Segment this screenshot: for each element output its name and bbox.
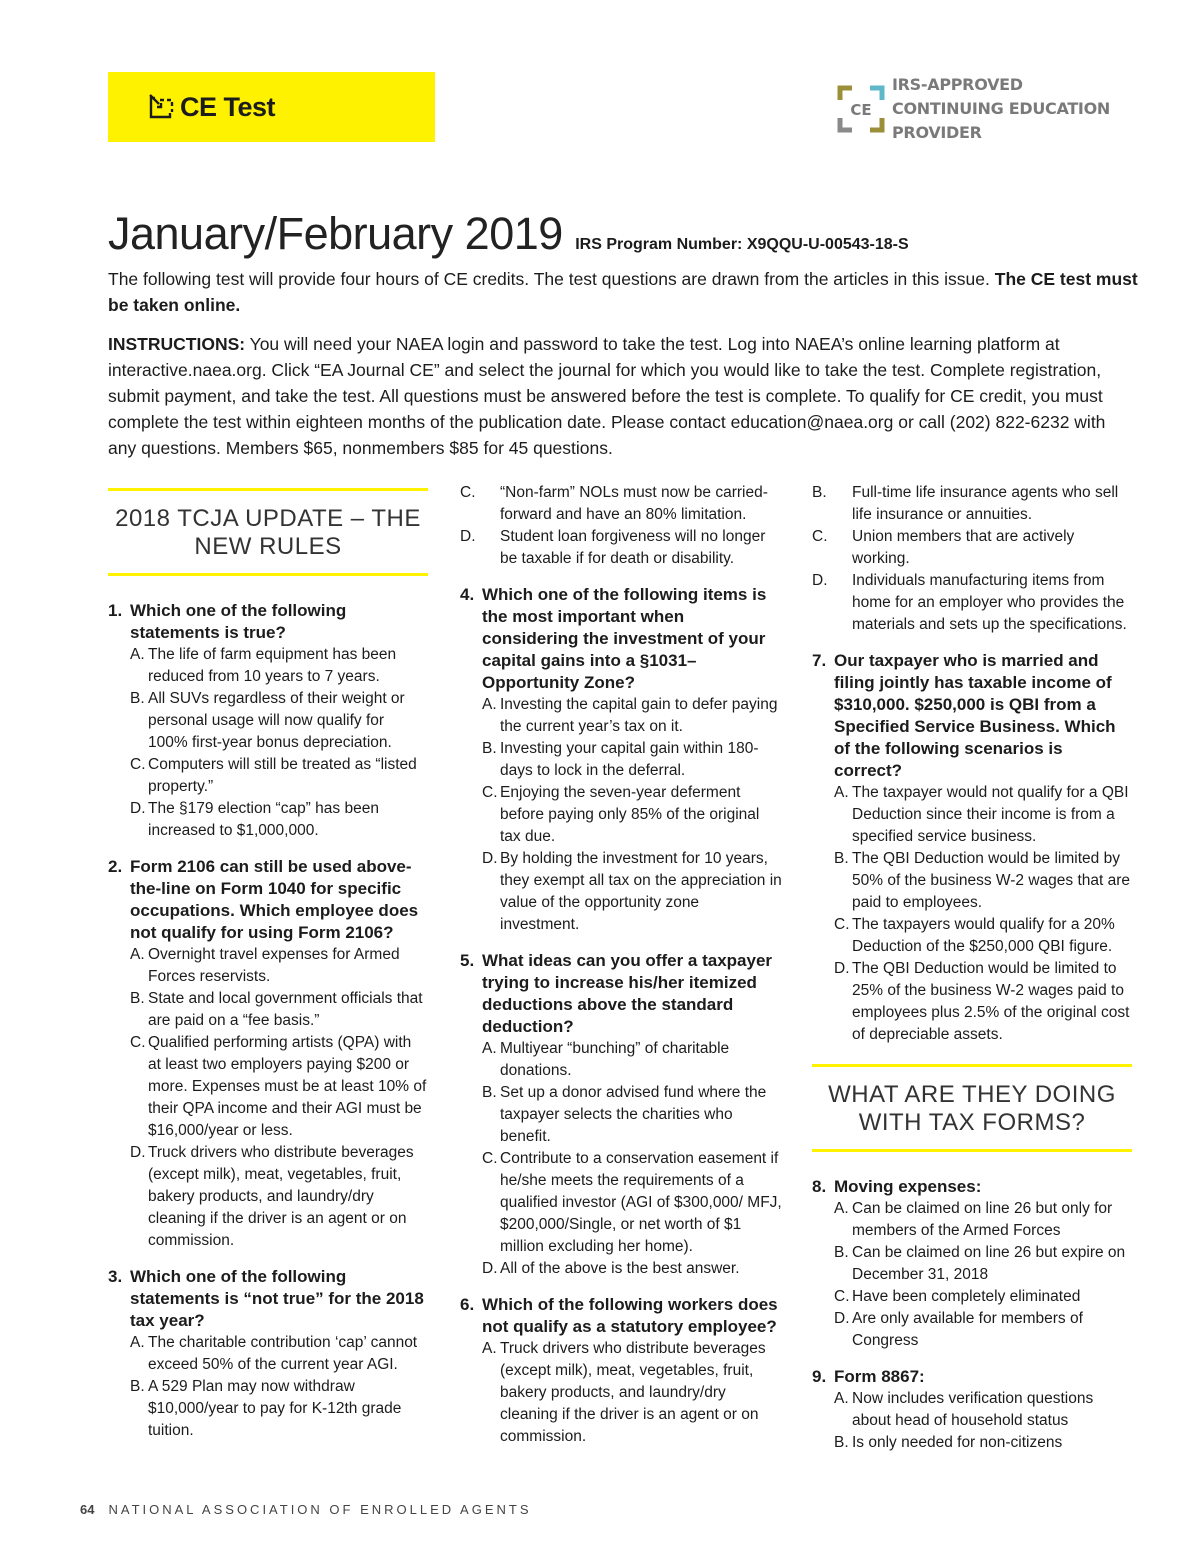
question-number: 6.: [460, 1295, 475, 1314]
answer-option: [108, 1376, 428, 1442]
answer-option: [812, 848, 1132, 914]
option-letter: D.: [482, 1260, 498, 1277]
option-text: The taxpayers would qualify for a 20% Deduction of the $250,000 QBI figure.: [852, 916, 1115, 955]
column-2: [460, 482, 782, 1462]
answer-option: [108, 1142, 428, 1252]
option-letter: B.: [130, 690, 145, 707]
option-letter: C.: [482, 1150, 498, 1167]
option-letter: A.: [130, 646, 145, 663]
answer-option: [812, 914, 1132, 958]
answer-option: [108, 1032, 428, 1142]
question-number: 8.: [812, 1177, 827, 1196]
option-letter: B.: [130, 990, 145, 1007]
question-text: [812, 1366, 1132, 1388]
answer-option: [460, 1258, 782, 1280]
question-5: [460, 950, 782, 1280]
option-letter: A.: [834, 1390, 849, 1407]
ce-test-banner: [108, 72, 435, 142]
option-text: Truck drivers who distribute beverages (except milk), meat, vegetables, fruit, bakery products, and laundry/dry cleaning if the driver is an agent or on commission.: [500, 1340, 766, 1445]
option-letter: C.: [812, 528, 828, 545]
irs-approved-logo: [836, 74, 1110, 144]
question-prompt: Which one of the following statements is “not true” for the 2018 tax year?: [130, 1267, 424, 1330]
page-footer: [80, 1502, 532, 1517]
logo-text: [892, 73, 1110, 145]
option-text: Enjoying the seven-year deferment before paying only 85% of the original tax due.: [500, 784, 760, 845]
question-prompt: What ideas can you offer a taxpayer trying to increase his/her itemized deductions above the standard deduction?: [482, 951, 773, 1036]
answer-option: [460, 738, 782, 782]
answer-option: [108, 754, 428, 798]
answer-option: [812, 1286, 1132, 1308]
answer-option: [108, 944, 428, 988]
option-text: Full-time life insurance agents who sell life insurance or annuities.: [852, 484, 1119, 523]
question-7: [812, 650, 1132, 1046]
option-letter: D.: [834, 960, 850, 977]
answer-option: [460, 1148, 782, 1258]
question-text: [460, 584, 782, 694]
option-letter: C.: [130, 1034, 146, 1051]
question-number: 2.: [108, 857, 123, 876]
answer-option: [460, 1338, 782, 1448]
answer-option: [812, 958, 1132, 1046]
option-text: Truck drivers who distribute beverages (except milk), meat, vegetables, fruit, bakery products, and laundry/dry cleaning if the driver is an agent or on commission.: [148, 1144, 414, 1249]
option-letter: D.: [130, 1144, 146, 1161]
question-text: [108, 600, 428, 644]
option-letter: C.: [130, 756, 146, 773]
intro-paragraph: [108, 266, 1138, 318]
option-text: Have been completely eliminated: [852, 1288, 1081, 1305]
option-letter: C.: [834, 1288, 850, 1305]
banner-title: CE Test: [180, 91, 276, 122]
instructions-text: You will need your NAEA login and password to take the test. Log into NAEA’s online learning platform at interactive.naea.org. Click “EA Journal CE” and select the journal for which you would like to take the test. Complete registration, submit payment, and take the test. All questions must be answered before the test is complete. To qualify for CE credit, you must complete the test within eighteen months of the publication date. Please contact education@naea.org or call (202) 822-6232 with any questions. Members $65, nonmembers $85 for 45 questions.: [108, 334, 1106, 458]
question-prompt: Form 2106 can still be used above-the-line on Form 1040 for specific occupations. Which employee does not qualify for using Form 2106?: [130, 857, 419, 942]
question-number: 4.: [460, 585, 475, 604]
question-number: 9.: [812, 1367, 827, 1386]
option-text: All SUVs regardless of their weight or personal usage will now qualify for 100% first-year bonus depreciation.: [148, 690, 405, 751]
option-text: Union members that are actively working.: [852, 528, 1075, 567]
question-text: [812, 650, 1132, 782]
question-prompt: Moving expenses:: [834, 1177, 982, 1196]
answer-option: [460, 782, 782, 848]
answer-option: [812, 1198, 1132, 1242]
option-letter: A.: [482, 1040, 497, 1057]
option-letter: B.: [130, 1378, 145, 1395]
answer-option: [460, 1082, 782, 1148]
option-text: Now includes verification questions about head of household status: [852, 1390, 1094, 1429]
intro-bold: The CE test must be taken online.: [108, 269, 1138, 315]
option-text: Computers will still be treated as “listed property.”: [148, 756, 417, 795]
option-text: Set up a donor advised fund where the taxpayer selects the charities who benefit.: [500, 1084, 767, 1145]
question-text: [460, 950, 782, 1038]
question-8: [812, 1176, 1132, 1352]
page-number: 64: [80, 1502, 95, 1517]
column-1: [108, 482, 428, 1456]
option-letter: C.: [460, 484, 476, 501]
edit-box-icon: [146, 92, 176, 122]
answer-option: [812, 1308, 1132, 1352]
question-prompt: Which one of the following items is the most important when considering the investment of your capital gains into a §1031–Opportunity Zone?: [482, 585, 767, 692]
option-letter: A.: [130, 1334, 145, 1351]
footer-org: NATIONAL ASSOCIATION OF ENROLLED AGENTS: [108, 1502, 532, 1517]
answer-option: [460, 848, 782, 936]
question-number: 7.: [812, 651, 827, 670]
answer-option: [812, 1388, 1132, 1432]
option-text: By holding the investment for 10 years, they exempt all tax on the appreciation in value of the opportunity zone investment.: [500, 850, 782, 933]
option-letter: D.: [482, 850, 498, 867]
option-text: Investing the capital gain to defer paying the current year’s tax on it.: [500, 696, 778, 735]
question-text: [460, 1294, 782, 1338]
answer-option: [812, 570, 1132, 636]
option-text: Multiyear “bunching” of charitable donations.: [500, 1040, 730, 1079]
option-text: Contribute to a conservation easement if he/she meets the requirements of a qualified investor (AGI of $300,000/ MFJ, $200,000/Single, or net worth of $1 million excluding her home).: [500, 1150, 782, 1255]
option-letter: B.: [812, 484, 827, 501]
question-6-continued: [812, 482, 1132, 636]
logo-mark-text: CE: [850, 101, 872, 119]
instructions-paragraph: [108, 331, 1138, 461]
option-text: The QBI Deduction would be limited to 25% of the business W-2 wages paid to employees plus 2.5% of the original cost of depreciable assets.: [852, 960, 1130, 1043]
question-prompt: Which of the following workers does not qualify as a statutory employee?: [482, 1295, 778, 1336]
option-letter: B.: [482, 740, 497, 757]
answer-option: [108, 1332, 428, 1376]
answer-option: [108, 798, 428, 842]
section-heading: 2018 TCJA UPDATE – THE NEW RULES: [108, 488, 428, 576]
question-prompt: Which one of the following statements is true?: [130, 601, 347, 642]
option-text: The charitable contribution ‘cap’ cannot exceed 50% of the current year AGI.: [148, 1334, 418, 1373]
option-letter: B.: [482, 1084, 497, 1101]
option-letter: A.: [130, 946, 145, 963]
option-text: A 529 Plan may now withdraw $10,000/year to pay for K-12th grade tuition.: [148, 1378, 402, 1439]
option-text: The §179 election “cap” has been increased to $1,000,000.: [148, 800, 379, 839]
program-number: IRS Program Number: X9QQU-U-00543-18-S: [575, 236, 909, 253]
option-letter: B.: [834, 850, 849, 867]
option-letter: C.: [834, 916, 850, 933]
option-letter: D.: [460, 528, 476, 545]
option-text: Can be claimed on line 26 but expire on December 31, 2018: [852, 1244, 1126, 1283]
answer-option: [108, 988, 428, 1032]
option-text: Overnight travel expenses for Armed Forces reservists.: [148, 946, 400, 985]
answer-option: [460, 482, 782, 526]
issue-title: January/February 2019: [108, 208, 563, 259]
answer-option: [108, 688, 428, 754]
question-text: [812, 1176, 1132, 1198]
answer-option: [812, 526, 1132, 570]
question-3: [108, 1266, 428, 1442]
logo-line: CONTINUING EDUCATION: [892, 99, 1110, 118]
question-prompt: Our taxpayer who is married and filing jointly has taxable income of $310,000. $250,000 is QBI from a Specified Service Business. Which of the following scenarios is correct?: [834, 651, 1116, 780]
answer-option: [108, 644, 428, 688]
question-prompt: Form 8867:: [834, 1367, 925, 1386]
answer-option: [460, 526, 782, 570]
option-letter: A.: [482, 1340, 497, 1357]
option-text: “Non-farm” NOLs must now be carried-forward and have an 80% limitation.: [500, 484, 768, 523]
logo-line: IRS-APPROVED: [892, 75, 1023, 94]
option-text: The life of farm equipment has been reduced from 10 years to 7 years.: [148, 646, 397, 685]
option-text: Are only available for members of Congress: [852, 1310, 1083, 1349]
option-letter: A.: [834, 784, 849, 801]
logo-line: PROVIDER: [892, 123, 982, 142]
question-text: [108, 1266, 428, 1332]
question-number: 5.: [460, 951, 475, 970]
answer-option: [812, 782, 1132, 848]
option-text: Investing your capital gain within 180-days to lock in the deferral.: [500, 740, 759, 779]
answer-option: [460, 694, 782, 738]
page-title: [108, 208, 909, 260]
column-3: [812, 482, 1132, 1468]
question-text: [108, 856, 428, 944]
answer-option: [812, 1432, 1132, 1454]
question-6: [460, 1294, 782, 1448]
question-2: [108, 856, 428, 1252]
option-letter: D.: [834, 1310, 850, 1327]
question-number: 3.: [108, 1267, 123, 1286]
option-text: All of the above is the best answer.: [500, 1260, 740, 1277]
option-letter: B.: [834, 1244, 849, 1261]
option-text: Can be claimed on line 26 but only for members of the Armed Forces: [852, 1200, 1113, 1239]
option-letter: C.: [482, 784, 498, 801]
question-3-continued: [460, 482, 782, 570]
answer-option: [812, 1242, 1132, 1286]
option-letter: D.: [130, 800, 146, 817]
option-text: State and local government officials that are paid on a “fee basis.”: [148, 990, 423, 1029]
option-text: Qualified performing artists (QPA) with at least two employers paying $200 or more. Expenses must be at least 10% of their QPA income and their AGI must be $16,000/year or less.: [148, 1034, 427, 1139]
question-4: [460, 584, 782, 936]
option-text: Student loan forgiveness will no longer be taxable if for death or disability.: [500, 528, 766, 567]
question-number: 1.: [108, 601, 123, 620]
option-text: The QBI Deduction would be limited by 50% of the business W-2 wages that are paid to employees.: [852, 850, 1131, 911]
question-1: [108, 600, 428, 842]
option-letter: D.: [812, 572, 828, 589]
option-letter: A.: [482, 696, 497, 713]
option-text: Individuals manufacturing items from home for an employer who provides the materials and sets up the specifications.: [852, 572, 1127, 633]
answer-option: [460, 1038, 782, 1082]
option-letter: B.: [834, 1434, 849, 1451]
intro-text: The following test will provide four hours of CE credits. The test questions are drawn from the articles in this issue.: [108, 269, 995, 289]
instructions-label: INSTRUCTIONS:: [108, 334, 246, 354]
option-letter: A.: [834, 1200, 849, 1217]
ce-logo-mark: [836, 84, 886, 134]
option-text: Is only needed for non-citizens: [852, 1434, 1063, 1451]
section-heading: WHAT ARE THEY DOING WITH TAX FORMS?: [812, 1064, 1132, 1152]
answer-option: [812, 482, 1132, 526]
option-text: The taxpayer would not qualify for a QBI Deduction since their income is from a specified service business.: [852, 784, 1129, 845]
question-9: [812, 1366, 1132, 1454]
